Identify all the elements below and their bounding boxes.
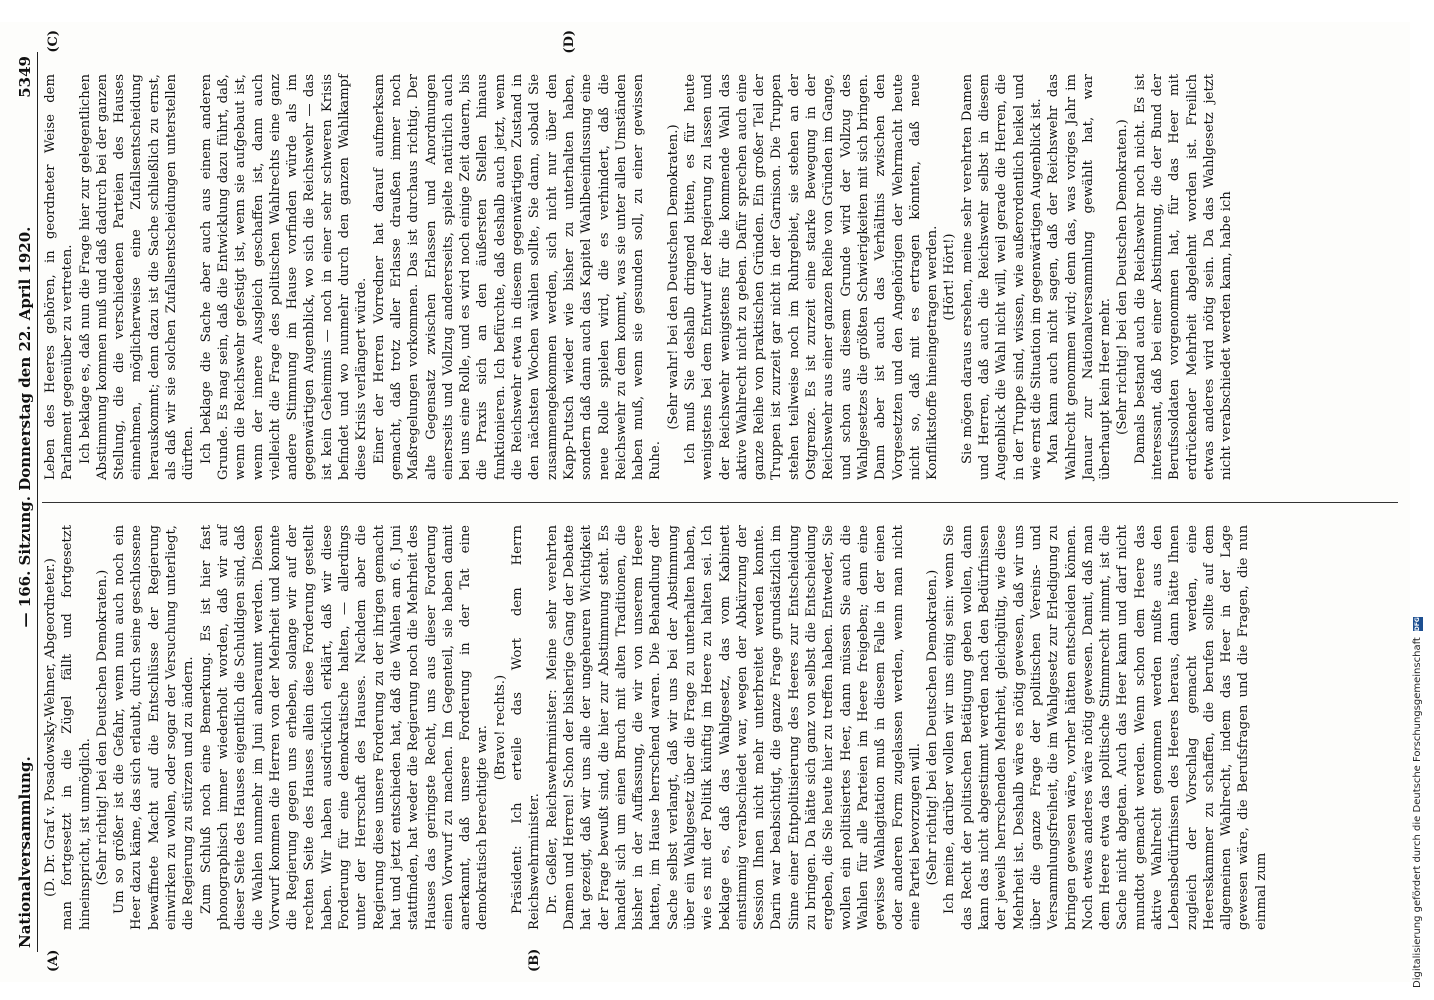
applause-note: (Sehr richtig! bei den Deutschen Demokraten.) [94,569,110,886]
speech-paragraph: Ich muß Sie deshalb dringend bitten, es für heute wenigstens bei dem Entwurf der Regierung zu lassen und der Reichswehr wenigstens für die kommende Wahl das aktive Wahlrecht nicht zu geben. Dafür sprechen auch eine ganze Reihe von praktischen Gründen. Ein großer Teil der Truppen ist zurzeit gar nicht in der Garnison. Die Truppen stehen teilweise noch im Ruhrgebiet, sie stehen an der Ostgrenze. Es ist zurzeit eine starke Bewegung in der Reichswehr aus einer ganzen Reihe von Gründen im Gange, und schon aus diesem Grunde wird der Vollzug des Wahlgesetzes die größten Schwierigkeiten mit sich bringen. Dann aber ist auch das Verhältnis zwischen den Vorgesetzten und den Angehörigen der Wehrmacht heute nicht so, daß mit es ertragen könnten, daß neue Konfliktstoffe hineingetragen werden. [682,74,941,480]
digitization-footer [1412,617,1423,988]
applause-note: (D. Dr. Graf v. Posadowsky-Wehner, Abgeordneter.) [43,558,58,897]
applause-note: (Sehr richtig! bei den Deutschen Demokraten.) [925,569,941,886]
speech-paragraph: Präsident: Ich erteile das Wort dem Herrn Reichswehrminister. [510,525,543,930]
speech-paragraph: Sie mögen daraus ersehen, meine sehr verehrten Damen und Herren, daß auch die Reichswehr selbst in diesem Augenblick die Wahl nicht will, weil gerade die Herren, die in der Truppe sind, wissen, wie außerordentlich heikel und wie ernst die Situation im gegenwärtigen Augenblick ist. [959,74,1044,480]
applause-note: (Sehr wahr! bei den Deutschen Demokraten.) [665,124,681,430]
margin-marker-d: (D) [562,30,577,54]
speech-paragraph: Leben des Heeres gehören, in geordneter Weise dem Parlament gegenüber zu vertreten. [43,74,76,480]
speech-paragraph: Um so größer ist die Gefahr, wenn nun auch noch ein Heer dazu käme, das sich erlaubt, durch seine geschlossene bewaffnete Macht auf die Entschlüsse der Regierung einwirken zu wollen, oder sogar der Versuchung unterliegt, die Regierung zu stürzen und zu ändern. [112,525,197,930]
applause-note: (Sehr richtig! bei den Deutschen Demokraten.) [1115,119,1131,435]
speech-paragraph: Damals bestand auch die Reichswehr noch nicht. Es ist interessant, daß bei einer Abstimmung, die der Bund der Berufssoldaten vorgenommen hat, für das Heer mit erdrückender Mehrheit abgelehnt worden ist. Freilich etwas anderes wird nötig sein. Da das Wahlgesetz jetzt nicht verabschiedet werden kann, habe ich [1132,74,1235,480]
speech-paragraph: Einer der Herren Vorredner hat darauf aufmerksam gemacht, daß trotz aller Erlasse draußen immer noch Maßregelungen vorkommen. Das ist durchaus richtig. Der alte Gegensatz zwischen Erlassen und Anordnungen einerseits und Vollzug andererseits, spielte natürlich auch bei uns eine Rolle, und es wird noch einige Zeit dauern, bis die Praxis sich an den äußersten Stellen hinaus funktionieren. Ich befürchte, daß deshalb auch jetzt, wenn die Reichswehr etwa in diesem gegenwärtigen Zustand in den nächsten Wochen wählen sollte, Sie dann, sobald Sie zusammengekommen werden, sich nicht nur über den Kapp-Putsch wieder wie bisher zu unterhalten haben, sondern daß dann auch das Kapitel Wahlbeeinflussung eine neue Rolle spielen wird, die es verhindert, daß die Reichswehr zu dem kommt, was sie unter allen Umständen haben muß, wenn sie gesunden soll, zu einer gewissen Ruhe. [371,74,664,480]
page-content [8,30,1398,972]
margin-marker-a: (A) [46,949,61,972]
applause-note: (Bravo! rechts.) [492,674,508,781]
applause-note: (Hört! Hört!) [942,233,958,321]
speech-paragraph: Dr. Geßler, Reichswehrminister: Meine sehr verehrten Damen und Herren! Schon der bisherige Gang der Debatte hat gezeigt, daß wir uns alle der ungeheuren Wichtigkeit der Frage bewußt sind, die hier zur Abstimmung steht. Es handelt sich um einen Bruch mit alten Traditionen, die bisher in der Auffassung, die wir von unserem Heere hatten, im Hause herrschend waren. Die Behandlung der Sache selbst verlangt, daß wir uns bei der Abstimmung über ein Wahlgesetz über die Frage zu unterhalten haben, wie es mit der Politik künftig im Heere zu halten sei. Ich beklage es, daß das Wahlgesetz, das vom Kabinett einstimmig verabschiedet war, wegen der Abkürzung der Session Ihnen nicht mehr unterbreitet werden konnte. Darin war beabsichtigt, die ganze Frage grundsätzlich im Sinne einer Entpolitisierung des Heeres zur Entscheidung zu bringen. Da hätte sich ganz von selbst die Entscheidung ergeben, die Sie heute hier zu treffen haben. Entweder, Sie wollen ein politisiertes Heer, dann müssen Sie auch die Wahlen für alle Parteien im Heere freigeben; denn eine gewisse Wahlagitation muß in diesem Falle in der einen oder anderen Form zugelassen werden, wenn man nicht eine Partei bevorzugen will. [544,525,923,930]
footer-text: Digitalisierung gefördert durch die Deutsche Forschungsgemeinschaft [1412,637,1423,988]
left-column [42,502,1398,972]
document-page [0,22,1410,982]
page-number: 5349 [16,56,34,98]
margin-marker-c: (C) [46,30,61,53]
header-session: — 166. Sitzung. Donnerstag den 22. April 1920. [16,226,34,628]
margin-marker-b: (B) [527,948,542,972]
dfg-logo-icon: DFG [1413,617,1421,632]
speech-paragraph: Ich beklage es, daß nun die Frage hier zur gelegentlichen Abstimmung kommen muß und daß dadurch bei der ganzen Stellung, die die verschiedenen Parteien des Hauses einnehmen, möglicherweise eine Zufallsentscheidung herauskommt; denn dazu ist die Sache schließlich zu ernst, als daß wir sie solchen Zufallsentscheidungen unterstellen dürften. [77,74,197,480]
speech-paragraph: Man kann auch nicht sagen, daß der Reichswehr das Wahlrecht genommen wird; denn das, was voriges Jahr im Januar zur Nationalversammlung gewählt hat, war überhaupt kein Heer mehr. [1046,74,1114,480]
header-title: Nationalversammlung. [16,756,34,948]
text-columns [42,30,1398,972]
right-column [42,30,1398,502]
speech-paragraph: man fortgesetzt in die Zügel fällt und fortgesetzt hineinspricht, ist unmöglich. [60,525,93,930]
speech-paragraph: Ich beklage die Sache aber auch aus einem anderen Grunde. Es mag sein, daß die Entwicklung dazu führt, daß, wenn die Reichswehr gefestigt ist, wenn sie aufgebaut ist, wenn der innere Ausgleich geschaffen ist, dann auch vielleicht die Frage des politischen Wahlrechts eine ganz andere Stimmung im Hause vorfinden würde als im gegenwärtigen Augenblick, wo sich die Reichswehr — das ist kein Geheimnis — noch in einer sehr schweren Krisis befindet und wo nunmehr durch den ganzen Wahlkampf diese Krisis verlängert würde. [198,74,370,480]
speech-paragraph: Zum Schluß noch eine Bemerkung. Es ist hier fast phonographisch immer wiederholt worden, daß wir auf dieser Seite des Hauses eigentlich die Schuldigen sind, daß die Wahlen nunmehr im Juni anberaumt werden. Diesen Vorwurf kommen die Herren von der Mehrheit und konnte die Regierung gegen uns erheben, solange wir auf der rechten Seite des Hauses allein diese Forderung gestellt haben. Wir haben ausdrücklich erklärt, daß wir diese Forderung für eine demokratische halten, — allerdings unter der Herrschaft des Hauses. Nachdem aber die Regierung diese unsere Forderung zu der ihrigen gemacht hat und jetzt entschieden hat, daß die Wahlen am 6. Juni stattfinden, hat weder die Regierung noch die Mehrheit des Hauses das geringste Recht, uns aus dieser Forderung einen Vorwurf zu machen. Im Gegenteil, sie haben damit anerkannt, daß unsere Forderung in der Tat eine demokratisch berechtigte war. [198,525,491,930]
speech-paragraph: Ich meine, darüber wollen wir uns einig sein: wenn Sie das Recht der politischen Betätigung geben wollen, dann kann das nicht abgestimmt werden nach den Bedürfnissen der jeweils herrschenden Mehrheit, gleichgültig, wie diese Mehrheit ist. Deshalb wäre es nötig gewesen, daß wir uns über die ganze Frage der politischen Vereins- und Versammlungsfreiheit, die im Wahlgesetz zur Erledigung zu bringen gewesen wäre, vorher hätten entscheiden können. Noch etwas anderes wäre nötig gewesen. Damit, daß man dem Heere etwa das politische Stimmrecht nimmt, ist die Sache nicht abgetan. Auch das Heer kann und darf nicht mundtot gemacht werden. Wenn schon dem Heere das aktive Wahlrecht genommen werden mußte aus den Lebensbedürfnissen des Heeres heraus, dann hätte Ihnen zugleich der Vorschlag gemacht werden, eine Heereskammer zu schaffen, die berufen sollte auf dem allgemeinen Wahlrecht, indem das Heer in der Lage gewesen wäre, die Berufsfragen und die Fragen, die nun einmal zum [942,525,1269,930]
page-header [8,52,38,952]
